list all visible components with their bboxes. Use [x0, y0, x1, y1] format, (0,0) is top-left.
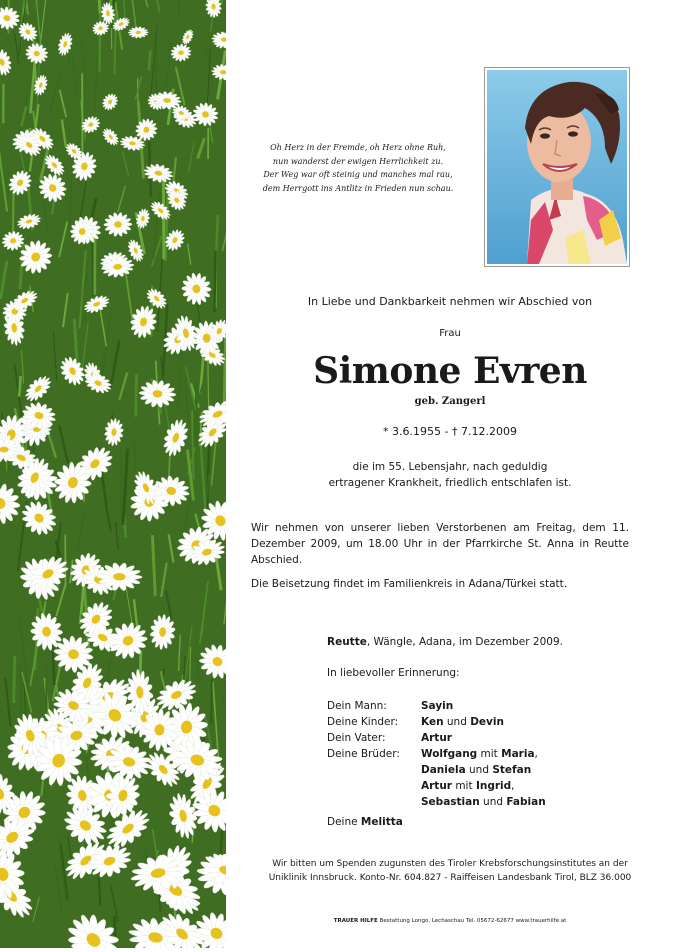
relation-label: Dein Mann: [327, 698, 421, 714]
funeral-home-contact: Bestattung Longo, Lechaschau Tel. 05672-62677 www.trauerhilfe.at [378, 918, 566, 924]
grass-blade [195, 384, 196, 453]
salutation: Frau [226, 328, 674, 339]
death-statement-line-1: die im 55. Lebensjahr, nach geduldig [226, 459, 674, 475]
death-statement [226, 459, 674, 491]
connector-text: , [535, 748, 538, 760]
family-name: Fabian [506, 796, 545, 808]
family-row-melitta [327, 816, 403, 828]
funeral-service-paragraph: Wir nehmen von unserer lieben Verstorbenen am Freitag, dem 11. Dezember 2009, um 18.00 Uhr in der Pfarrkirche St. Anna in Reutte Abschied. [251, 520, 629, 568]
poem [238, 141, 478, 195]
family-name: Sebastian [421, 796, 480, 808]
grass-blade [149, 50, 151, 70]
farewell-intro: In Liebe und Dankbarkeit nehmen wir Abschied von [226, 295, 674, 308]
relation-label: Deine [327, 816, 361, 828]
grass-blade [14, 656, 15, 703]
grass-blade [121, 447, 122, 520]
place-rest: , Wängle, Adana, im Dezember 2009. [367, 636, 563, 648]
life-dates: * 3.6.1955 - † 7.12.2009 [226, 425, 674, 438]
portrait-illustration [487, 70, 627, 264]
relation-names [421, 730, 452, 746]
birth-name: geb. Zangerl [226, 396, 674, 407]
family-row-brothers [327, 746, 546, 810]
grass-blade [114, 916, 115, 937]
donation-request [226, 857, 674, 885]
connector-text: , [511, 780, 514, 792]
funeral-home-footer [226, 918, 674, 924]
family-row-children [327, 714, 546, 730]
relation-label: Deine Kinder: [327, 714, 421, 730]
relation-names [421, 746, 546, 810]
family-name: Artur [421, 780, 452, 792]
daisy-meadow-image [0, 0, 226, 948]
place-and-date [327, 636, 563, 648]
poem-line-4: dem Herrgott ins Antlitz in Frieden nun schau. [238, 182, 478, 196]
connector-text: und [466, 764, 493, 776]
relation-names [421, 698, 453, 714]
funeral-home-name: TRAUER HILFE [334, 918, 378, 924]
daisy-meadow-svg [0, 0, 226, 948]
family-name: Ingrid [476, 780, 511, 792]
family-row-husband [327, 698, 546, 714]
grass-blade [136, 374, 137, 417]
connector-text: und [480, 796, 507, 808]
family-list [327, 698, 546, 810]
family-name: Maria [501, 748, 534, 760]
grass-blade [214, 250, 215, 312]
poem-line-1: Oh Herz in der Fremde, oh Herz ohne Ruh, [238, 141, 478, 155]
family-name: Stefan [492, 764, 531, 776]
family-name: Artur [421, 732, 452, 744]
brother-line [421, 762, 546, 778]
obituary-notice [226, 0, 674, 948]
family-row-father [327, 730, 546, 746]
family-name: Ken [421, 716, 444, 728]
family-name: Melitta [361, 816, 403, 828]
family-name: Daniela [421, 764, 466, 776]
poem-line-3: Der Weg war oft steinig und manches mal rau, [238, 168, 478, 182]
donation-line-2: Uniklinik Innsbruck. Konto-Nr. 604.827 - Raiffeisen Landesbank Tirol, BLZ 36.000 [226, 871, 674, 885]
family-name: Devin [470, 716, 504, 728]
grass-blade [19, 376, 21, 397]
relation-label: Dein Vater: [327, 730, 421, 746]
brother-line [421, 778, 546, 794]
connector-text: und [444, 716, 471, 728]
brother-line [421, 794, 546, 810]
memory-heading: In liebevoller Erinnerung: [327, 667, 460, 679]
donation-line-1: Wir bitten um Spenden zugunsten des Tiroler Krebsforschungsinstitutes an der [226, 857, 674, 871]
relation-names [421, 714, 504, 730]
portrait-photo [484, 67, 630, 267]
relation-label: Deine Brüder: [327, 746, 421, 810]
brother-line [421, 746, 546, 762]
poem-line-2: nun wanderst der ewigen Herrlichkeit zu. [238, 155, 478, 169]
connector-text: mit [452, 780, 476, 792]
family-name: Sayin [421, 700, 453, 712]
place-town: Reutte [327, 636, 367, 648]
grass-blade [99, 0, 100, 13]
death-statement-line-2: ertragener Krankheit, friedlich entschlafen ist. [226, 475, 674, 491]
grass-blade [134, 442, 135, 469]
connector-text: mit [477, 748, 501, 760]
family-name: Wolfgang [421, 748, 477, 760]
deceased-name: Simone Evren [226, 350, 674, 392]
grass-blade [211, 679, 212, 723]
burial-paragraph: Die Beisetzung findet im Familienkreis in Adana/Türkei statt. [251, 576, 629, 592]
